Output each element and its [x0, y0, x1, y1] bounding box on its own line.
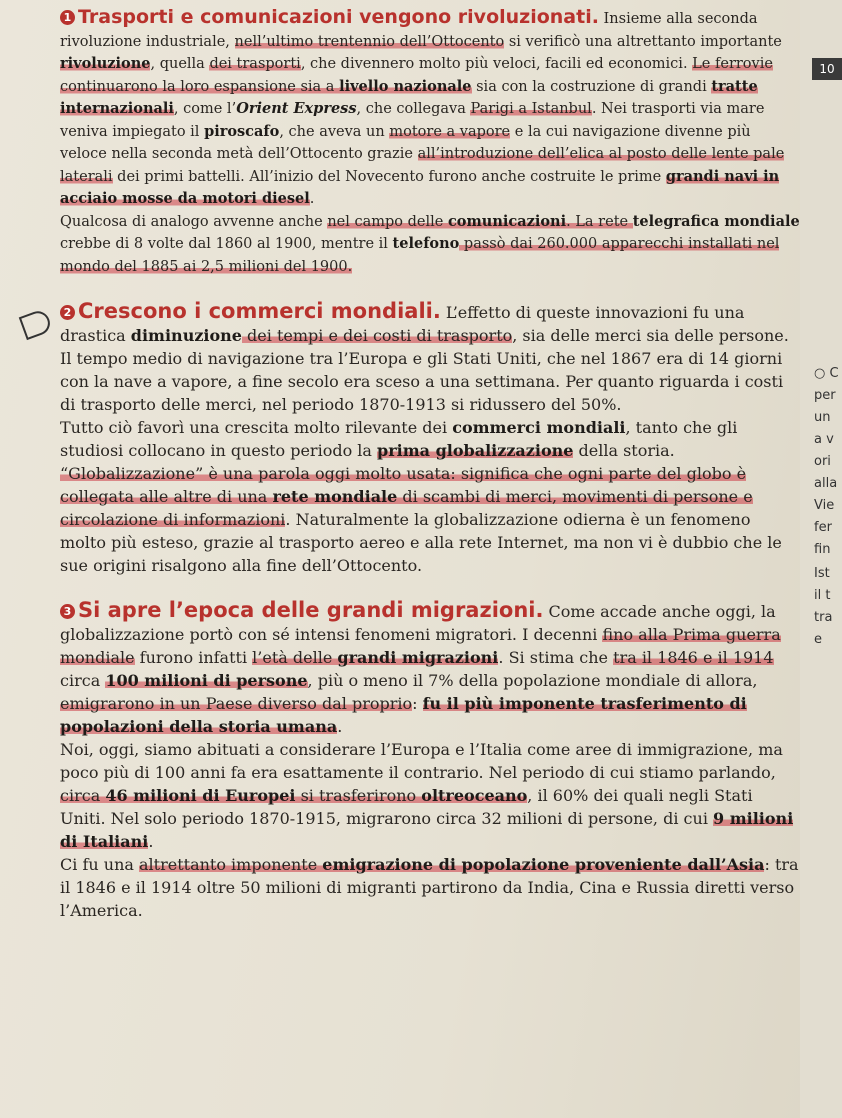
text-run: Parigi a Istanbul: [470, 101, 592, 117]
text-run: di scambi di merci, movimenti di persone e circolazione di informazioni: [60, 487, 753, 529]
section-2-text: [60, 303, 789, 575]
text-run: 100 milioni di persone: [105, 671, 308, 690]
text-run: grandi navi in acciaio mosse da motori diesel: [60, 167, 780, 207]
section-1-body: [60, 6, 800, 278]
text-run: :: [412, 694, 423, 713]
text-run: crebbe di 8 volte dal 1860 al 1900, mentre il: [60, 236, 393, 252]
text-run: L’effetto di queste innovazioni fu una drastica: [60, 303, 745, 345]
sidebar-fragment: alla: [814, 476, 838, 491]
text-run: Qualcosa di analogo avvenne anche: [60, 213, 328, 230]
section-1-heading: [60, 6, 599, 28]
text-run: tra il 1846 e il 1914: [613, 648, 774, 667]
text-run: , che collegava: [356, 101, 471, 117]
text-run: , quella: [150, 56, 210, 72]
text-run: , che aveva un: [279, 123, 390, 140]
sidebar-fragment: tra: [814, 610, 833, 625]
text-run: , sia delle merci sia delle persone. Il tempo medio di navigazione tra l’Europa e gli Stati Uniti, che nel 1867 era di 14 giorni con la nave a vapore, a fine secolo era sceso a una settimana. Per quanto riguarda i costi di trasporto delle merci, nel periodo 1870-1913 si ridussero del 50%.: [60, 326, 789, 414]
sidebar-fragment: il t: [814, 588, 831, 603]
right-margin-sidebar: [800, 0, 842, 1118]
text-run: . Nei trasporti via mare veniva impiegato il: [60, 101, 765, 140]
section-3-text: [60, 602, 799, 920]
section-commerce: [60, 300, 800, 577]
sidebar-fragment: un: [814, 410, 831, 425]
text-run: dei primi battelli. All’inizio del Novecento furono anche costruite le prime: [112, 168, 666, 185]
text-run: fino alla Prima guerra mondiale: [60, 625, 781, 667]
text-run: emigrarono in un Paese diverso dal proprio: [60, 694, 413, 713]
section-1-title: Trasporti e comunicazioni vengono rivoluzionati.: [78, 6, 599, 28]
section-1-text: [60, 11, 800, 275]
text-run: : tra il 1846 e il 1914 oltre 50 milioni di migranti partirono da India, Cina e Russia diretti verso l’America.: [60, 855, 799, 920]
text-run: circa: [60, 671, 106, 690]
text-run: dei trasporti: [209, 56, 301, 72]
text-run: diminuzione: [130, 326, 242, 345]
text-run: altrettanto imponente: [139, 855, 323, 874]
text-run: 9 milioni di Italiani: [60, 809, 794, 851]
text-run: 46 milioni di Europei: [105, 786, 296, 805]
section-3-body: [60, 599, 800, 922]
sidebar-fragment: Vie: [814, 498, 835, 513]
text-run: Insieme alla seconda rivoluzione industriale,: [60, 11, 758, 50]
section-2-heading: [60, 299, 441, 323]
text-run: Noi, oggi, siamo abituati a considerare l’Europa e l’Italia come aree di immigrazione, ma poco più di 100 anni fa era esattamente il contrario. Nel periodo di cui stiamo parlando,: [60, 740, 783, 782]
text-run: l’età delle: [252, 648, 338, 667]
text-run: circa: [60, 786, 106, 805]
sidebar-fragment: ○ C: [814, 366, 839, 381]
text-run: dei tempi e dei costi di trasporto: [241, 326, 513, 345]
text-run: della storia.: [573, 441, 675, 460]
text-run: Come accade anche oggi, la globalizzazione portò con sé intensi fenomeni migratori. I decenni: [60, 602, 776, 644]
text-run: si verificò una altrettanto importante: [504, 33, 782, 50]
text-run: .: [148, 832, 154, 851]
section-migrations: [60, 599, 800, 922]
text-run: telegrafica mondiale: [632, 212, 800, 230]
sidebar-fragment: a v: [814, 432, 834, 447]
section-3-number-badge: 3: [60, 604, 75, 619]
section-3-title: Si apre l’epoca delle grandi migrazioni.: [78, 598, 544, 622]
text-run: passò dai 260.000 apparecchi installati nel mondo del 1885 ai 2,5 milioni del 1900.: [60, 236, 780, 275]
sidebar-badge: 10: [812, 58, 842, 80]
text-run: piroscafo: [204, 122, 280, 140]
text-run: Orient Express: [236, 100, 357, 117]
text-run: Ci fu una: [60, 855, 139, 874]
text-run: furono infatti: [134, 648, 253, 667]
text-run: rete mondiale: [272, 487, 398, 506]
text-run: emigrazione di popolazione proveniente dall’Asia: [322, 855, 765, 874]
section-2-title: Crescono i commerci mondiali.: [78, 299, 441, 323]
text-run: .: [309, 191, 315, 207]
text-run: e la cui navigazione divenne più veloce nella seconda metà dell’Ottocento grazie: [60, 123, 751, 162]
text-run: fu il più imponente trasferimento di popolazioni della storia umana: [60, 694, 747, 736]
text-run: commerci mondiali: [452, 418, 626, 437]
text-run: , tanto che gli studiosi collocano in questo periodo la: [60, 418, 738, 460]
text-run: nell’ultimo trentennio dell’Ottocento: [234, 33, 505, 50]
text-run: , il 60% dei quali negli Stati Uniti. Nel solo periodo 1870-1915, migrarono circa 32 milioni di persone, di cui: [60, 786, 753, 828]
sidebar-fragment: e: [814, 632, 822, 647]
text-run: grandi migrazioni: [337, 648, 499, 667]
text-run: oltreoceano: [421, 786, 528, 805]
text-run: , come l’: [173, 101, 237, 117]
text-run: Tutto ciò favorì una crescita molto rilevante dei: [60, 418, 453, 437]
pencil-mark-icon: [19, 308, 54, 340]
text-run: motore a vapore: [389, 123, 511, 140]
text-run: .: [337, 717, 343, 736]
text-run: telefono: [392, 235, 460, 252]
text-run: Le ferrovie continuarono la loro espansione sia a: [60, 56, 773, 95]
text-run: . Si stima che: [498, 648, 614, 667]
section-1-number-badge: 1: [60, 10, 75, 25]
sidebar-fragment: ori: [814, 454, 831, 469]
text-run: sia con la costruzione di grandi: [471, 78, 712, 95]
section-2-number-badge: 2: [60, 305, 75, 320]
sidebar-fragment: fin: [814, 542, 831, 557]
sidebar-fragment: fer: [814, 520, 832, 535]
text-run: si trasferirono: [295, 786, 422, 805]
sidebar-fragment: Ist: [814, 566, 830, 581]
text-run: nel campo delle: [327, 213, 448, 230]
text-run: tratte internazionali: [60, 77, 758, 117]
text-run: rivoluzione: [60, 55, 151, 72]
text-run: livello nazionale: [339, 77, 472, 95]
text-run: comunicazioni: [447, 212, 567, 230]
text-run: all’introduzione dell’elica al posto delle lente pale laterali: [60, 146, 785, 185]
main-text-column: [60, 6, 800, 922]
text-run: , che divennero molto più veloci, facili ed economici.: [300, 56, 693, 72]
section-3-heading: [60, 598, 543, 622]
text-run: prima globalizzazione: [377, 441, 574, 460]
text-run: , più o meno il 7% della popolazione mondiale di allora,: [307, 671, 758, 690]
text-run: “Globalizzazione” è una parola oggi molto usata: significa che ogni parte del globo è collegata alle altre di una: [60, 464, 747, 506]
text-run: . Naturalmente la globalizzazione odierna è un fenomeno molto più esteso, grazie al trasporto aereo e alla rete Internet, ma non vi è dubbio che le sue origini risalgono alla fine dell’Ottocento.: [60, 510, 782, 575]
section-2-body: [60, 300, 800, 577]
text-run: . La rete: [566, 213, 633, 230]
sidebar-fragment: per: [814, 388, 836, 403]
section-transport: [60, 6, 800, 278]
